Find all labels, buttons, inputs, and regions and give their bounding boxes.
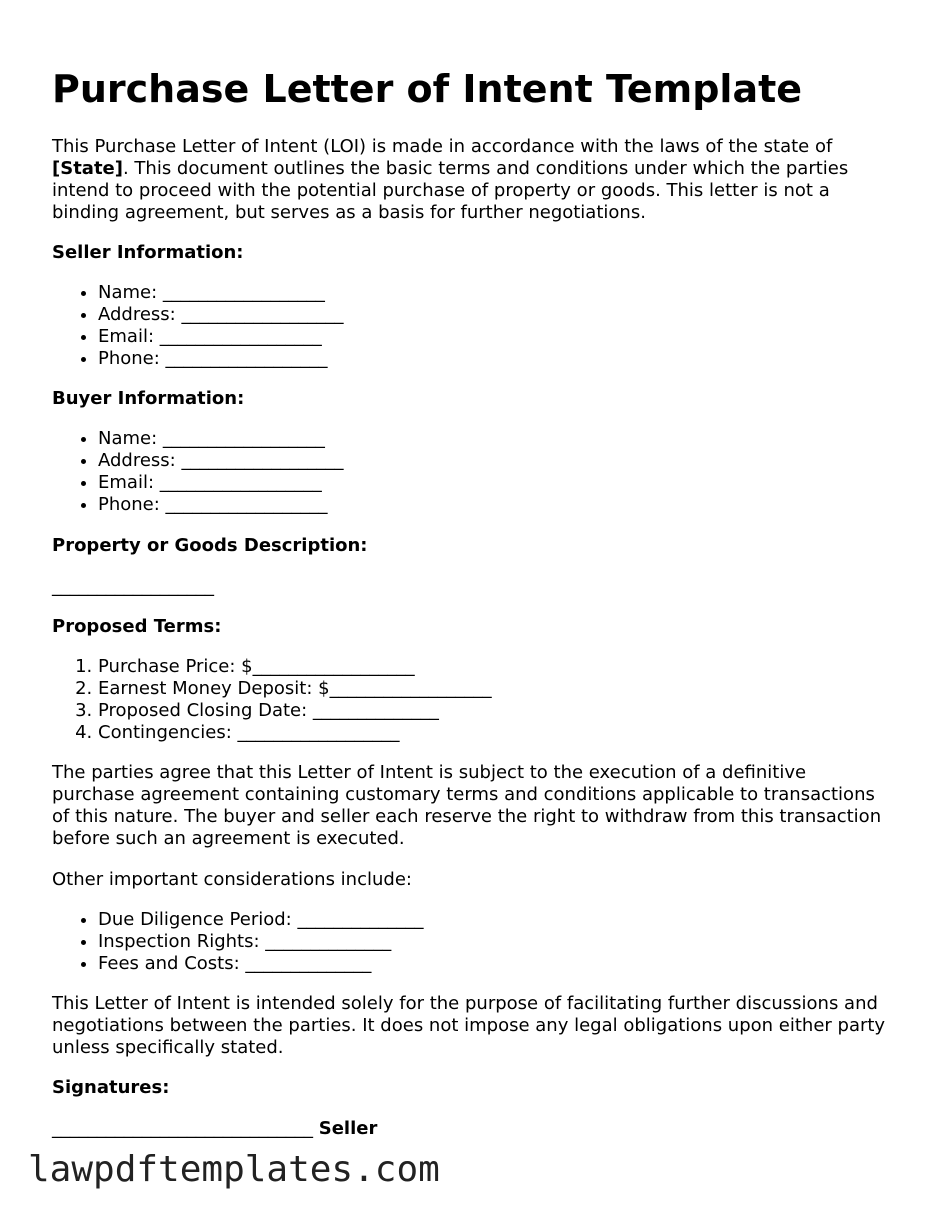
terms-heading: Proposed Terms:: [52, 616, 222, 637]
buyer-phone-field: • Phone: __________________: [98, 494, 343, 516]
description-blank: __________________: [52, 576, 214, 597]
seller-address-field: • Address: __________________: [98, 304, 343, 326]
inspection-rights-item: • Inspection Rights: ______________: [98, 931, 423, 953]
buyer-fields-list: [52, 428, 343, 516]
due-diligence-item: • Due Diligence Period: ______________: [98, 909, 423, 931]
state-placeholder: [State]: [52, 158, 123, 179]
description-heading: Property or Goods Description:: [52, 535, 368, 556]
seller-signature-label: Seller: [318, 1118, 378, 1139]
intro-paragraph: [52, 136, 892, 224]
seller-signature-line: [52, 1118, 377, 1140]
seller-name-field: • Name: __________________: [98, 282, 343, 304]
buyer-address-field: • Address: __________________: [98, 450, 343, 472]
seller-heading: Seller Information:: [52, 242, 244, 263]
purchase-price-item: 1. Purchase Price: $__________________: [98, 656, 492, 678]
signatures-heading: Signatures:: [52, 1077, 170, 1098]
fees-costs-item: • Fees and Costs: ______________: [98, 953, 423, 975]
considerations-intro: Other important considerations include:: [52, 869, 412, 890]
intro-text-before: This Purchase Letter of Intent (LOI) is made in accordance with the laws of the state of: [52, 136, 833, 157]
seller-phone-field: • Phone: __________________: [98, 348, 343, 370]
intro-text-after: . This document outlines the basic terms and conditions under which the parties intend to proceed with the potential purchase of property or goods. This letter is not a binding agreement, but serves as a basis for further negotiations.: [52, 158, 849, 223]
closing-paragraph: This Letter of Intent is intended solely for the purpose of facilitating further discussions and negotiations between the parties. It does not impose any legal obligations upon either party unless specifically stated.: [52, 993, 886, 1058]
terms-list: [52, 656, 492, 744]
document-title: Purchase Letter of Intent Template: [52, 67, 803, 111]
closing-date-item: 3. Proposed Closing Date: ______________: [98, 700, 492, 722]
seller-fields-list: [52, 282, 343, 370]
seller-email-field: • Email: __________________: [98, 326, 343, 348]
buyer-email-field: • Email: __________________: [98, 472, 343, 494]
buyer-name-field: • Name: __________________: [98, 428, 343, 450]
agreement-paragraph: The parties agree that this Letter of Intent is subject to the execution of a definitive purchase agreement containing customary terms and conditions applicable to transactions of this nature. The buyer and seller each reserve the right to withdraw from this transaction before such an agreement is executed.: [52, 762, 882, 849]
seller-signature-blank: _____________________________: [52, 1118, 313, 1139]
buyer-heading: Buyer Information:: [52, 388, 245, 409]
considerations-list: [52, 909, 423, 975]
earnest-money-item: 2. Earnest Money Deposit: $__________________: [98, 678, 492, 700]
contingencies-item: 4. Contingencies: __________________: [98, 722, 492, 744]
site-watermark: lawpdftemplates.com: [28, 1149, 440, 1190]
